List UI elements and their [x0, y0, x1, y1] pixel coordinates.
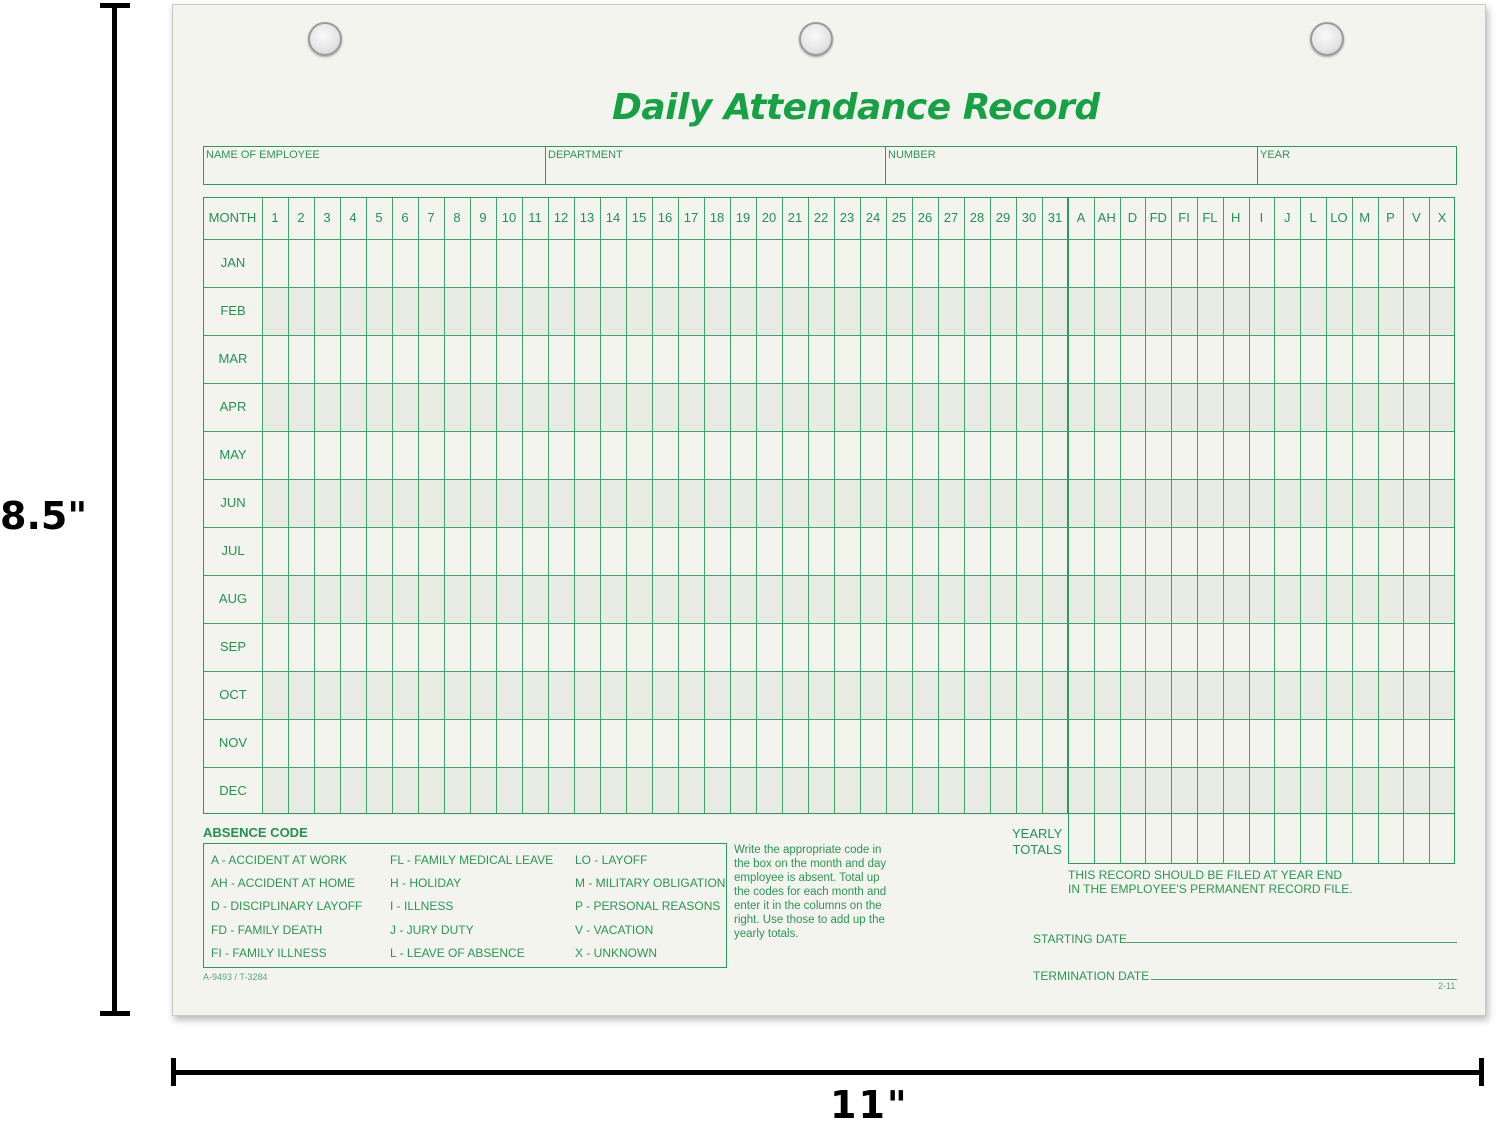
- day-header: 22: [813, 210, 829, 225]
- day-header: 21: [787, 210, 803, 225]
- field-label: NUMBER: [888, 149, 936, 161]
- yearly-totals-row[interactable]: [1068, 814, 1455, 864]
- month-label: FEB: [220, 303, 246, 318]
- field-label: YEAR: [1260, 149, 1290, 161]
- form-number: A-9493 / T-3284: [203, 972, 268, 982]
- absence-code-item: H - HOLIDAY: [390, 876, 462, 891]
- name-of-employee-field[interactable]: [204, 147, 546, 184]
- month-label: AUG: [218, 591, 248, 606]
- code-header: LO: [1330, 210, 1348, 225]
- code-header: FL: [1202, 210, 1218, 225]
- yearly-totals-divider: [1326, 814, 1327, 864]
- starting-date-label: STARTING DATE: [1033, 932, 1128, 946]
- employee-info-row: [203, 146, 1457, 185]
- yearly-totals-divider: [1274, 814, 1275, 864]
- day-header: 11: [528, 210, 542, 225]
- code-header: AH: [1097, 210, 1116, 225]
- yearly-totals-divider: [1120, 814, 1121, 864]
- day-header: 1: [271, 210, 279, 225]
- day-header: 29: [995, 210, 1011, 225]
- day-header: 6: [401, 210, 409, 225]
- width-dimension-cap-right: [1479, 1058, 1484, 1086]
- absence-code-item: FI - FAMILY ILLNESS: [211, 945, 327, 960]
- instructions-text: Write the appropriate code in the box on the month and day employee is absent. Total up the codes for each month and enter it in the columns on the right. Use those to add up the yearly totals.: [734, 844, 887, 940]
- month-label: DEC: [219, 783, 247, 798]
- yearly-totals-divider: [1094, 814, 1095, 864]
- yearly-totals-divider: [1197, 814, 1198, 864]
- termination-date-line[interactable]: [1151, 979, 1457, 980]
- month-label: JAN: [220, 255, 246, 270]
- day-header: 18: [709, 210, 725, 225]
- code-header: J: [1284, 210, 1291, 225]
- day-header: 30: [1021, 210, 1037, 225]
- starting-date-line[interactable]: [1127, 942, 1457, 943]
- day-header: 25: [891, 210, 907, 225]
- punch-hole-center: [799, 22, 833, 56]
- day-header: 10: [501, 210, 517, 225]
- revision-number: 2-11: [1438, 981, 1456, 991]
- absence-code-item: M - MILITARY OBLIGATION: [575, 876, 726, 891]
- day-header: 8: [453, 210, 461, 225]
- number-field[interactable]: [886, 147, 1258, 184]
- day-header: 27: [943, 210, 959, 225]
- form-title: Daily Attendance Record: [612, 87, 1100, 128]
- field-label: NAME OF EMPLOYEE: [206, 149, 320, 161]
- absence-code-item: J - JURY DUTY: [390, 922, 474, 937]
- yearly-totals-label: [1012, 826, 1062, 858]
- month-label: APR: [219, 399, 247, 414]
- yearly-totals-line-2: TOTALS: [1012, 842, 1062, 857]
- day-header: 12: [553, 210, 569, 225]
- day-header: 7: [427, 210, 435, 225]
- day-header: 24: [865, 210, 881, 225]
- code-header: L: [1309, 210, 1317, 225]
- month-label: OCT: [219, 687, 247, 702]
- code-header: A: [1076, 210, 1086, 225]
- day-header: 28: [969, 210, 985, 225]
- code-header: H: [1231, 210, 1241, 225]
- day-header: 4: [349, 210, 357, 225]
- file-note-line-2: IN THE EMPLOYEE'S PERMANENT RECORD FILE.: [1068, 882, 1353, 896]
- department-field[interactable]: [546, 147, 886, 184]
- absence-code-item: P - PERSONAL REASONS: [575, 899, 721, 914]
- code-header: I: [1259, 210, 1264, 225]
- absence-code-item: X - UNKNOWN: [575, 945, 657, 960]
- day-header: 3: [323, 210, 331, 225]
- punch-hole-right: [1310, 22, 1344, 56]
- month-label: NOV: [218, 735, 248, 750]
- field-label: DEPARTMENT: [548, 149, 623, 161]
- yearly-totals-divider: [1300, 814, 1301, 864]
- day-header: 17: [683, 210, 699, 225]
- absence-code-item: FD - FAMILY DEATH: [211, 922, 323, 937]
- yearly-totals-divider: [1223, 814, 1224, 864]
- yearly-totals-divider: [1145, 814, 1146, 864]
- absence-code-item: D - DISCIPLINARY LAYOFF: [211, 899, 363, 914]
- absence-code-item: LO - LAYOFF: [575, 853, 648, 867]
- code-header: P: [1386, 210, 1395, 225]
- code-header: FI: [1178, 210, 1190, 225]
- day-header: 16: [657, 210, 673, 225]
- code-header: FD: [1149, 210, 1167, 225]
- code-header: D: [1127, 210, 1138, 225]
- height-dimension-line: [112, 6, 117, 1014]
- yearly-totals-divider: [1249, 814, 1250, 864]
- absence-code-item: FL - FAMILY MEDICAL LEAVE: [390, 853, 554, 867]
- yearly-totals-divider: [1429, 814, 1430, 864]
- day-header: 19: [735, 210, 751, 225]
- height-dimension-cap-bottom: [100, 1011, 130, 1016]
- month-label: SEP: [219, 639, 246, 654]
- file-note: [1068, 868, 1353, 896]
- yearly-totals-divider: [1171, 814, 1172, 864]
- absence-code-item: V - VACATION: [575, 922, 654, 937]
- width-dimension-cap-left: [171, 1058, 176, 1086]
- day-header: 23: [839, 210, 855, 225]
- day-header: 15: [631, 210, 647, 225]
- code-header: X: [1437, 210, 1447, 225]
- absence-code-item: L - LEAVE OF ABSENCE: [390, 945, 525, 960]
- yearly-totals-line-1: YEARLY: [1012, 826, 1063, 841]
- absence-code-item: AH - ACCIDENT AT HOME: [211, 876, 356, 891]
- punch-hole-left: [308, 22, 342, 56]
- yearly-totals-divider: [1403, 814, 1404, 864]
- month-label: MAR: [218, 351, 248, 366]
- month-label: JUN: [220, 495, 246, 510]
- month-header: MONTH: [208, 210, 257, 225]
- month-label: MAY: [219, 447, 247, 462]
- attendance-grid-border: [203, 197, 1455, 814]
- absence-code-item: I - ILLNESS: [390, 899, 454, 914]
- height-dimension-label: 8.5": [0, 494, 88, 538]
- day-header: 26: [917, 210, 933, 225]
- termination-date-label: TERMINATION DATE: [1033, 969, 1150, 983]
- day-header: 9: [479, 210, 487, 225]
- month-label: JUL: [221, 543, 245, 558]
- code-header: M: [1359, 210, 1371, 225]
- day-header: 14: [605, 210, 621, 225]
- absence-code-title: ABSENCE CODE: [203, 825, 308, 840]
- code-header: V: [1411, 210, 1421, 225]
- day-header: 31: [1047, 210, 1063, 225]
- yearly-totals-divider: [1352, 814, 1353, 864]
- file-note-line-1: THIS RECORD SHOULD BE FILED AT YEAR END: [1068, 868, 1343, 882]
- height-dimension-cap-top: [100, 3, 130, 8]
- yearly-totals-divider: [1378, 814, 1379, 864]
- width-dimension-label: 11": [830, 1083, 909, 1127]
- day-header: 20: [761, 210, 777, 225]
- width-dimension-line: [173, 1070, 1484, 1075]
- day-header: 5: [375, 210, 383, 225]
- day-header: 13: [579, 210, 595, 225]
- absence-code-item: A - ACCIDENT AT WORK: [211, 853, 348, 867]
- year-field[interactable]: [1258, 147, 1456, 184]
- day-header: 2: [297, 210, 305, 225]
